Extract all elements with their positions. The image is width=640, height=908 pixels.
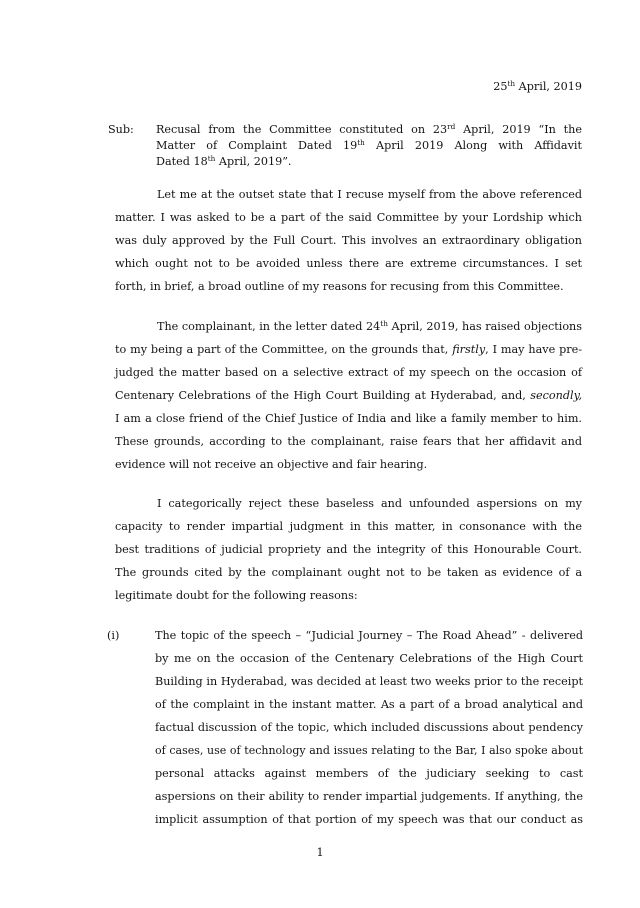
text-run: April, 2019 “In the bbox=[455, 123, 582, 136]
text-run: to my being a part of the Committee, on the grounds that, bbox=[115, 343, 453, 356]
text-run: April, 2019”. bbox=[215, 155, 292, 168]
paragraph bbox=[115, 492, 582, 607]
text-line bbox=[156, 138, 582, 154]
text-line: implicit assumption of that portion of my speech was that our conduct as bbox=[155, 813, 583, 826]
text-line: capacity to render impartial judgment in this matter, in consonance with the bbox=[115, 520, 582, 533]
superscript-text: th bbox=[357, 138, 365, 147]
paragraph bbox=[115, 315, 582, 476]
text-line: by me on the occasion of the Centenary Celebrations of the High Court bbox=[155, 652, 583, 665]
italic-text: firstly bbox=[452, 343, 486, 356]
text-run: April 2019 Along with Affidavit bbox=[364, 139, 582, 152]
text-line: factual discussion of the topic, which included discussions about pendency bbox=[155, 721, 583, 734]
text-line: The topic of the speech – “Judicial Journey – The Road Ahead” - delivered bbox=[155, 629, 583, 642]
text-run: Dated 18 bbox=[156, 155, 208, 168]
text-line bbox=[115, 338, 582, 361]
text-line: I am a close friend of the Chief Justice of India and like a family member to him. bbox=[115, 412, 582, 425]
text-line: evidence will not receive an objective and fair hearing. bbox=[115, 458, 428, 471]
text-line bbox=[156, 154, 582, 170]
text-run: April, 2019 bbox=[515, 80, 582, 93]
letter-date bbox=[493, 79, 582, 95]
text-run: Centenary Celebrations of the High Court Building at Hyderabad, and, bbox=[115, 389, 531, 402]
text-run: The complainant, in the letter dated 24 bbox=[157, 320, 381, 333]
list-marker: (i) bbox=[107, 629, 120, 642]
text-line: forth, in brief, a broad outline of my reasons for recusing from this Committee. bbox=[115, 280, 564, 293]
italic-text: secondly, bbox=[530, 389, 582, 402]
text-line: matter. I was asked to be a part of the said Committee by your Lordship which bbox=[115, 211, 582, 224]
text-line bbox=[493, 79, 582, 95]
text-line: Building in Hyderabad, was decided at least two weeks prior to the receipt bbox=[155, 675, 583, 688]
text-line: I categorically reject these baseless and unfounded aspersions on my bbox=[157, 497, 582, 510]
text-run: 25 bbox=[493, 80, 508, 93]
superscript-text: th bbox=[207, 154, 216, 163]
text-run: April, 2019, has raised objections bbox=[387, 320, 582, 333]
text-line: was duly approved by the Full Court. This involves an extraordinary obligation bbox=[115, 234, 582, 247]
text-run: Matter of Complaint Dated 19 bbox=[156, 139, 358, 152]
text-line: personal attacks against members of the judiciary seeking to cast bbox=[155, 767, 583, 780]
subject-text bbox=[156, 122, 582, 170]
list-item-text bbox=[155, 624, 583, 831]
text-line: These grounds, according to the complainant, raise fears that her affidavit and bbox=[115, 435, 582, 448]
text-line bbox=[115, 384, 582, 407]
subject-block bbox=[0, 122, 640, 170]
subject-label: Sub: bbox=[108, 123, 134, 136]
text-line: of the complaint in the instant matter. As a part of a broad analytical and bbox=[155, 698, 583, 711]
text-line: The grounds cited by the complainant ought not to be taken as evidence of a bbox=[115, 566, 582, 579]
text-run: Recusal from the Committee constituted on 23 bbox=[156, 123, 448, 136]
superscript-text: rd bbox=[447, 122, 456, 131]
text-line: aspersions on their ability to render impartial judgements. If anything, the bbox=[155, 790, 583, 803]
page-number: 1 bbox=[316, 846, 324, 859]
text-line: Let me at the outset state that I recuse myself from the above referenced bbox=[157, 188, 582, 201]
text-line: of cases, use of technology and issues relating to the Bar, I also spoke about bbox=[155, 744, 583, 757]
text-run: , I may have pre- bbox=[485, 343, 583, 356]
superscript-text: th bbox=[507, 79, 516, 88]
text-line bbox=[115, 315, 582, 338]
text-line: which ought not to be avoided unless there are extreme circumstances. I set bbox=[115, 257, 582, 270]
superscript-text: th bbox=[380, 319, 388, 328]
text-line bbox=[156, 122, 582, 138]
list-item bbox=[0, 624, 640, 834]
text-line: best traditions of judicial propriety and the integrity of this Honourable Court. bbox=[115, 543, 582, 556]
text-line: judged the matter based on a selective extract of my speech on the occasion of bbox=[115, 366, 582, 379]
text-line: legitimate doubt for the following reasons: bbox=[115, 589, 358, 602]
paragraph bbox=[115, 183, 582, 298]
